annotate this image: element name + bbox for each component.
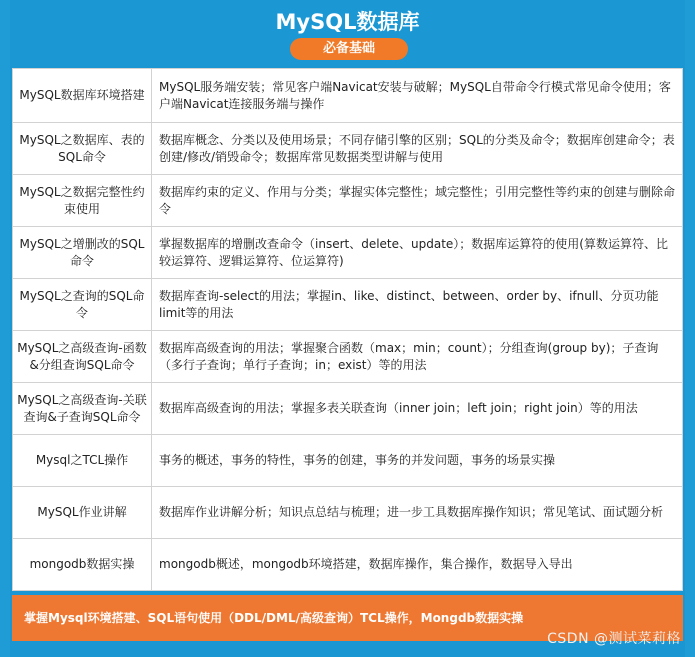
summary-banner: 掌握Mysql环境搭建、SQL语句使用（DDL/DML/高级查询）TCL操作，Mongdb数据实操 — [12, 595, 683, 641]
detail-cell: 数据库高级查询的用法；掌握多表关联查询（inner join；left join；right join）等的用法 — [152, 383, 683, 435]
topic-cell: Mysql之TCL操作 — [13, 435, 152, 487]
table-row — [13, 487, 683, 539]
panel-header — [10, 0, 685, 66]
detail-cell: 数据库高级查询的用法；掌握聚合函数（max；min；count）；分组查询(group by)；子查询（多行子查询；单行子查询；in；exist）等的用法 — [152, 331, 683, 383]
table-row — [13, 331, 683, 383]
table-row — [13, 69, 683, 123]
detail-cell: 数据库概念、分类以及使用场景；不同存储引擎的区别；SQL的分类及命令；数据库创建命令；表创建/修改/销毁命令；数据库常见数据类型讲解与使用 — [152, 123, 683, 175]
topic-cell: MySQL之数据完整性约束使用 — [13, 175, 152, 227]
detail-cell: MySQL服务端安装；常见客户端Navicat安装与破解；MySQL自带命令行模式常见命令使用；客户端Navicat连接服务端与操作 — [152, 69, 683, 123]
detail-cell: mongodb概述，mongodb环境搭建，数据库操作，集合操作，数据导入导出 — [152, 539, 683, 591]
topic-cell: MySQL之数据库、表的SQL命令 — [13, 123, 152, 175]
topic-cell: MySQL作业讲解 — [13, 487, 152, 539]
topic-cell: MySQL之查询的SQL命令 — [13, 279, 152, 331]
table-row — [13, 539, 683, 591]
table-row — [13, 123, 683, 175]
detail-cell: 掌握数据库的增删改查命令（insert、delete、update）；数据库运算符的使用(算数运算符、比较运算符、逻辑运算符、位运算符) — [152, 227, 683, 279]
page-title: MySQL数据库 — [275, 10, 420, 34]
csdn-watermark: CSDN @测试菜莉格 — [547, 631, 681, 647]
basics-badge: 必备基础 — [290, 38, 408, 60]
topic-cell: MySQL数据库环境搭建 — [13, 69, 152, 123]
detail-cell: 事务的概述，事务的特性，事务的创建，事务的并发问题，事务的场景实操 — [152, 435, 683, 487]
mysql-course-panel — [10, 0, 685, 657]
table-row — [13, 175, 683, 227]
table-row — [13, 227, 683, 279]
table-row — [13, 435, 683, 487]
topic-cell: MySQL之增删改的SQL命令 — [13, 227, 152, 279]
curriculum-table — [12, 68, 683, 591]
topic-cell: MySQL之高级查询-函数&分组查询SQL命令 — [13, 331, 152, 383]
detail-cell: 数据库约束的定义、作用与分类；掌握实体完整性；域完整性；引用完整性等约束的创建与删除命令 — [152, 175, 683, 227]
detail-cell: 数据库作业讲解分析；知识点总结与梳理；进一步工具数据库操作知识；常见笔试、面试题分析 — [152, 487, 683, 539]
topic-cell: mongodb数据实操 — [13, 539, 152, 591]
table-row — [13, 383, 683, 435]
detail-cell: 数据库查询-select的用法；掌握in、like、distinct、between、order by、ifnull、分页功能limit等的用法 — [152, 279, 683, 331]
table-row — [13, 279, 683, 331]
topic-cell: MySQL之高级查询-关联查询&子查询SQL命令 — [13, 383, 152, 435]
